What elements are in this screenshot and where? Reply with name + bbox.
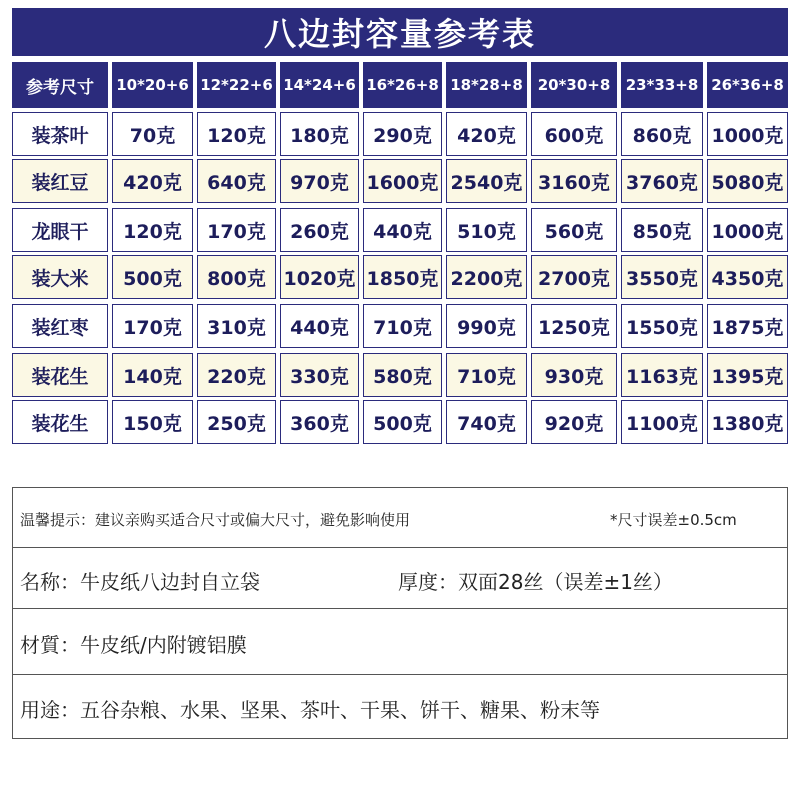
- table-cell: 1850克: [363, 255, 442, 299]
- table-cell: 800克: [197, 255, 276, 299]
- table-cell: 420克: [112, 159, 193, 203]
- table-header-size: 18*28+8: [446, 62, 527, 108]
- table-cell: 360克: [280, 400, 359, 444]
- table-header-size: 26*36+8: [707, 62, 788, 108]
- table-cell: 150克: [112, 400, 193, 444]
- table-cell: 330克: [280, 353, 359, 397]
- table-cell: 850克: [621, 208, 703, 252]
- table-cell: 310克: [197, 304, 276, 348]
- table-cell: 920克: [531, 400, 617, 444]
- table-cell: 710克: [446, 353, 527, 397]
- row-label: 装茶叶: [12, 112, 108, 156]
- table-cell: 250克: [197, 400, 276, 444]
- table-cell: 930克: [531, 353, 617, 397]
- table-cell: 1380克: [707, 400, 788, 444]
- table-cell: 1250克: [531, 304, 617, 348]
- table-cell: 420克: [446, 112, 527, 156]
- table-cell: 3550克: [621, 255, 703, 299]
- table-cell: 1020克: [280, 255, 359, 299]
- table-header-size: 14*24+6: [280, 62, 359, 108]
- table-cell: 1875克: [707, 304, 788, 348]
- row-label: 装花生: [12, 353, 108, 397]
- page-title: 八边封容量参考表: [12, 8, 788, 56]
- table-cell: 120克: [197, 112, 276, 156]
- table-cell: 4350克: [707, 255, 788, 299]
- table-cell: 600克: [531, 112, 617, 156]
- table-cell: 500克: [363, 400, 442, 444]
- table-cell: 740克: [446, 400, 527, 444]
- table-cell: 70克: [112, 112, 193, 156]
- table-cell: 1000克: [707, 112, 788, 156]
- table-cell: 580克: [363, 353, 442, 397]
- table-cell: 440克: [363, 208, 442, 252]
- table-cell: 640克: [197, 159, 276, 203]
- table-cell: 120克: [112, 208, 193, 252]
- table-cell: 5080克: [707, 159, 788, 203]
- usage-text: 用途：五谷杂粮、水果、坚果、茶叶、干果、饼干、糖果、粉末等: [20, 698, 600, 722]
- table-cell: 1000克: [707, 208, 788, 252]
- table-cell: 3160克: [531, 159, 617, 203]
- table-cell: 510克: [446, 208, 527, 252]
- table-cell: 2540克: [446, 159, 527, 203]
- material-text: 材質：牛皮纸/内附镀铝膜: [20, 633, 247, 657]
- thickness-text: 厚度：双面28丝（误差±1丝）: [398, 570, 673, 594]
- table-cell: 990克: [446, 304, 527, 348]
- table-cell: 1600克: [363, 159, 442, 203]
- table-cell: 1100克: [621, 400, 703, 444]
- table-header-size: 20*30+8: [531, 62, 617, 108]
- table-cell: 500克: [112, 255, 193, 299]
- tolerance-text: *尺寸误差±0.5cm: [610, 511, 737, 529]
- table-header-size: 12*22+6: [197, 62, 276, 108]
- table-cell: 970克: [280, 159, 359, 203]
- table-header-size: 23*33+8: [621, 62, 703, 108]
- table-cell: 3760克: [621, 159, 703, 203]
- table-cell: 140克: [112, 353, 193, 397]
- tip-text: 温馨提示：建议亲购买适合尺寸或偏大尺寸，避免影响使用: [20, 511, 411, 529]
- table-cell: 860克: [621, 112, 703, 156]
- row-label: 装大米: [12, 255, 108, 299]
- row-label: 龙眼干: [12, 208, 108, 252]
- table-cell: 1550克: [621, 304, 703, 348]
- row-label: 装红豆: [12, 159, 108, 203]
- table-cell: 220克: [197, 353, 276, 397]
- table-cell: 2200克: [446, 255, 527, 299]
- table-cell: 1163克: [621, 353, 703, 397]
- table-cell: 2700克: [531, 255, 617, 299]
- table-header-size: 16*26+8: [363, 62, 442, 108]
- table-cell: 710克: [363, 304, 442, 348]
- table-cell: 170克: [197, 208, 276, 252]
- row-label: 装红枣: [12, 304, 108, 348]
- name-text: 名称：牛皮纸八边封自立袋: [20, 570, 260, 594]
- table-header-label: 参考尺寸: [12, 62, 108, 108]
- table-cell: 170克: [112, 304, 193, 348]
- row-label: 装花生: [12, 400, 108, 444]
- table-header-size: 10*20+6: [112, 62, 193, 108]
- table-cell: 290克: [363, 112, 442, 156]
- table-cell: 440克: [280, 304, 359, 348]
- table-cell: 180克: [280, 112, 359, 156]
- table-cell: 260克: [280, 208, 359, 252]
- table-cell: 1395克: [707, 353, 788, 397]
- table-cell: 560克: [531, 208, 617, 252]
